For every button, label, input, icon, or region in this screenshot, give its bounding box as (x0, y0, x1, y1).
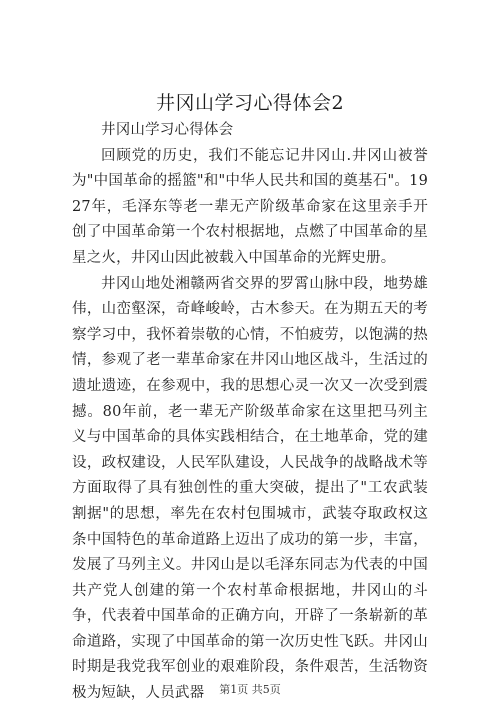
document-title: 井冈山学习心得体会2 (155, 92, 345, 114)
page-number-footer: 第1页 共5页 (219, 683, 281, 696)
subtitle-paragraph: 井冈山学习心得体会 (101, 122, 234, 138)
document-body (72, 118, 428, 707)
body-paragraph-1: 回顾党的历史，我们不能忘记井冈山.井冈山被誉为"中国革命的摇篮"和"中华人民共和国的奠基石"。1927年，毛泽东等老一辈无产阶级革命家在这里亲手开创了中国革命第一个农村根据地，点燃了中国革命的星星之火，井冈山因此被载入中国革命的光辉史册。 (72, 147, 428, 266)
body-paragraph-2: 井冈山地处湘赣两省交界的罗霄山脉中段，地势雄伟，山峦壑深，奇峰峻岭，古木参天。在为期五天的考察学习中，我怀着崇敬的心情，不怕疲劳，以饱满的热情，参观了老一辈革命家在井冈山地区战斗，生活过的遗址遗迹，在参观中，我的思想心灵一次又一次受到震撼。80年前，老一辈无产阶级革命家在这里把马列主义与中国革命的具体实践相结合，在土地革命，党的建设，政权建设，人民军队建设，人民战争的战略战术等方面取得了具有独创性的重大突破，提出了"工农武装割据"的思想，率先在农村包围城市，武装夺取政权这条中国特色的革命道路上迈出了成功的第一步，丰富，发展了马列主义。井冈山是以毛泽东同志为代表的中国共产党人创建的第一个农村革命根据地，井冈山的斗争，代表着中国革命的正确方向，开辟了一条崭新的革命道路，实现了中国革命的第一次历史性飞跃。井冈山时期是我党我军创业的艰难阶段，条件艰苦，生活物资极为短缺，人员武器 (72, 275, 428, 702)
